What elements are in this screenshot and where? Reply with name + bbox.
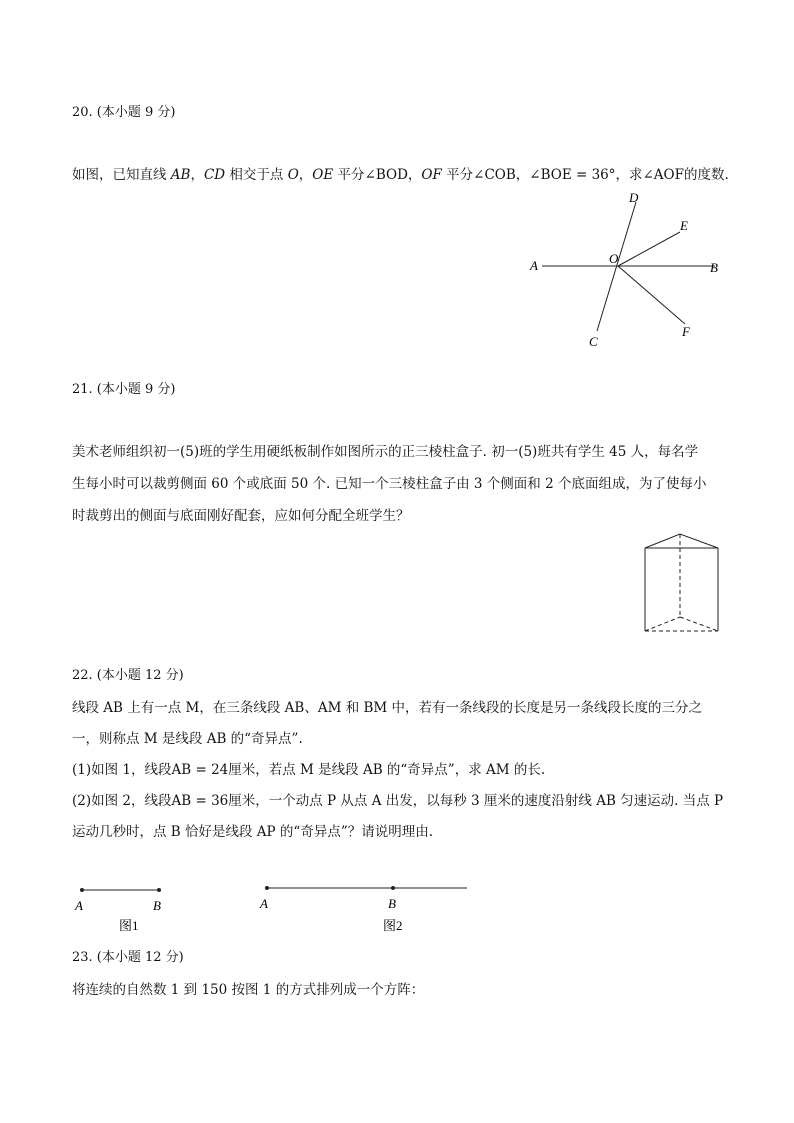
prism-base-hidden-left — [645, 617, 680, 631]
q21-header: 21. (本小题 9 分) — [72, 382, 176, 397]
label-b: B — [153, 898, 161, 913]
label-c: C — [589, 334, 598, 349]
prism-base-hidden-right — [680, 617, 718, 631]
label-b: B — [710, 260, 718, 275]
label-f: F — [682, 324, 690, 339]
q21-line-3: 时裁剪出的侧面与底面刚好配套，应如何分配全班学生？ — [72, 508, 410, 524]
q20-header: 20. (本小题 9 分) — [72, 105, 176, 120]
q20-var-o: O — [287, 167, 299, 183]
prism-top-face — [645, 534, 718, 548]
label-o: O — [609, 251, 619, 266]
label-a: A — [260, 896, 268, 911]
q20-text-part: 平分∠COB，∠BOE = 36°，求∠AOF的度数. — [441, 167, 729, 183]
q21-prism-figure — [640, 528, 726, 636]
ray-of — [618, 266, 685, 324]
figure-caption: 图1 — [119, 918, 139, 933]
q22-line-3: (1)如图 1，线段AB = 24厘米，若点 M 是线段 AB 的“奇异点”，求 AM 的长. — [72, 762, 546, 778]
q20-var-oe: OE — [312, 167, 334, 183]
q20-angle-figure — [520, 188, 730, 353]
q20-text-part: ， — [298, 167, 313, 183]
q20-text-part: 相交于点 — [225, 167, 288, 183]
q22-figure-1 — [70, 880, 180, 935]
ray-oe — [618, 232, 680, 266]
q20-var-cd: CD — [203, 167, 226, 183]
q23-header: 23. (本小题 12 分) — [72, 950, 184, 965]
q21-line-2: 生每小时可以裁剪侧面 60 个或底面 50 个. 已知一个三棱柱盒子由 3 个侧面和 2 个底面组成，为了使每小 — [72, 476, 707, 492]
label-a: A — [530, 258, 538, 273]
q22-figure-2 — [255, 878, 470, 935]
point-b — [157, 888, 161, 892]
point-a — [80, 888, 84, 892]
label-e: E — [680, 218, 688, 233]
q20-text-part: 平分∠BOD， — [333, 167, 422, 183]
q21-line-1: 美术老师组织初一(5)班的学生用硬纸板制作如图所示的正三棱柱盒子. 初一(5)班共有学生 45 人，每名学 — [72, 444, 699, 460]
q22-line-5: 运动几秒时，点 B 恰好是线段 AP 的“奇异点”？请说明理由. — [72, 824, 434, 840]
point-b — [391, 886, 395, 890]
q20-text-part: ， — [190, 167, 204, 183]
label-b: B — [388, 896, 396, 911]
q22-line-4: (2)如图 2，线段AB = 36厘米，一个动点 P 从点 A 出发，以每秒 3 厘米的速度沿射线 AB 匀速运动. 当点 P — [72, 793, 724, 809]
q23-line-1: 将连续的自然数 1 到 150 按图 1 的方式排列成一个方阵： — [72, 982, 425, 998]
q22-line-1: 线段 AB 上有一点 M，在三条线段 AB、AM 和 BM 中，若有一条线段的长度是另一条线段长度的三分之 — [72, 700, 703, 716]
label-d: D — [629, 190, 639, 205]
figure-caption: 图2 — [383, 918, 403, 933]
q20-text-part: 如图，已知直线 — [72, 167, 171, 183]
q22-line-2: 一，则称点 M 是线段 AB 的“奇异点”. — [72, 731, 303, 747]
point-a — [265, 886, 269, 890]
q22-header: 22. (本小题 12 分) — [72, 668, 184, 683]
label-a: A — [75, 898, 83, 913]
q20-var-ab: AB — [170, 167, 191, 183]
q20-text — [72, 165, 729, 185]
q20-var-of: OF — [421, 167, 442, 183]
